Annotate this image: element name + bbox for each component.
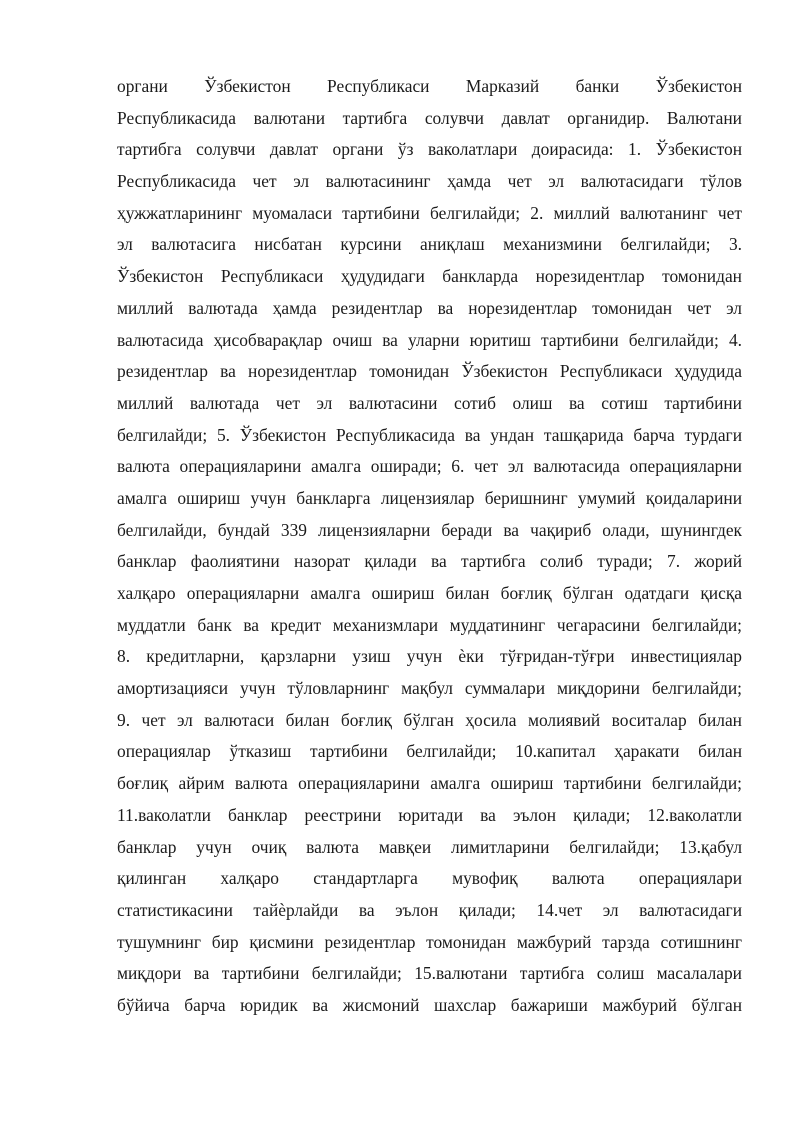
text-line-1: органи Ўзбекистон Республикаси Марказий банки Ўзбекистон	[117, 76, 742, 96]
text-line-15: белгилайди, бундай 339 лицензияларни беради ва чақириб олади, шунингдек	[117, 519, 742, 540]
text-line-2: Республикасида валютани тартибга солувчи давлат органидир. Валютани	[117, 107, 742, 128]
text-line-9: валютасида ҳисобварақлар очиш ва уларни юритиш тартибини белгилайди; 4.	[117, 329, 742, 350]
text-line-24: 11.ваколатли банклар реестрини юритади ва эълон қилади; 12.ваколатли	[117, 804, 742, 825]
text-line-5: ҳужжатларининг муомаласи тартибини белгилайди; 2. миллий валютанинг чет	[117, 202, 742, 223]
text-line-4: Республикасида чет эл валютасининг ҳамда чет эл валютасидаги тўлов	[117, 171, 742, 192]
text-line-17: халқаро операцияларни амалга ошириш билан боғлиқ бўлган одатдаги қисқа	[117, 583, 742, 603]
text-line-29: миқдори ва тартибини белгилайди; 15.валютани тартибга солиш масалалари	[117, 963, 742, 984]
text-line-6: эл валютасига нисбатан курсини аниқлаш механизмини белгилайди; 3.	[117, 234, 742, 255]
text-line-30: бўйича барча юридик ва жисмоний шахслар бажариши мажбурий бўлган	[117, 994, 742, 1015]
text-line-27: статистикасини тайѐрлайди ва эълон қилади; 14.чет эл валютасидаги	[117, 899, 742, 920]
text-line-13: валюта операцияларини амалга оширади; 6. чет эл валютасида операцияларни	[117, 456, 742, 477]
text-line-21: 9. чет эл валютаси билан боғлиқ бўлган ҳосила молиявий воситалар билан	[117, 709, 742, 730]
text-line-16: банклар фаолиятини назорат қилади ва тартибга солиб туради; 7. жорий	[117, 551, 742, 572]
text-line-20: амортизацияси учун тўловларнинг мақбул суммалари миқдорини белгилайди;	[117, 678, 742, 699]
text-line-22: операциялар ўтказиш тартибини белгилайди; 10.капитал ҳаракати билан	[117, 741, 742, 762]
text-line-25: банклар учун очиқ валюта мавқеи лимитларини белгилайди; 13.қабул	[117, 836, 742, 857]
text-line-8: миллий валютада ҳамда резидентлар ва норезидентлар томонидан чет эл	[117, 297, 742, 318]
text-line-11: миллий валютада чет эл валютасини сотиб олиш ва сотиш тартибини	[117, 392, 742, 413]
text-line-12: белгилайди; 5. Ўзбекистон Республикасида ва ундан ташқарида барча турдаги	[117, 424, 742, 445]
text-line-26: қилинган халқаро стандартларга мувофиқ валюта операциялари	[117, 868, 742, 889]
text-line-28: тушумнинг бир қисмини резидентлар томонидан мажбурий тарзда сотишнинг	[117, 931, 742, 952]
text-line-14: амалга ошириш учун банкларга лицензиялар беришнинг умумий қоидаларини	[117, 487, 742, 508]
text-line-18: муддатли банк ва кредит механизмлари муддатининг чегарасини белгилайди;	[117, 614, 742, 635]
text-line-7: Ўзбекистон Республикаси ҳудудидаги банкларда норезидентлар томонидан	[117, 266, 742, 287]
body-text	[117, 71, 742, 1022]
text-line-19: 8. кредитларни, қарзларни узиш учун ѐки тўғридан-тўғри инвестициялар	[117, 646, 742, 667]
text-line-10: резидентлар ва норезидентлар томонидан Ўзбекистон Республикаси ҳудудида	[117, 361, 742, 382]
text-line-3: тартибга солувчи давлат органи ўз ваколатлари доирасида: 1. Ўзбекистон	[117, 139, 742, 160]
text-line-23: боғлиқ айрим валюта операцияларини амалга ошириш тартибини белгилайди;	[117, 773, 742, 794]
